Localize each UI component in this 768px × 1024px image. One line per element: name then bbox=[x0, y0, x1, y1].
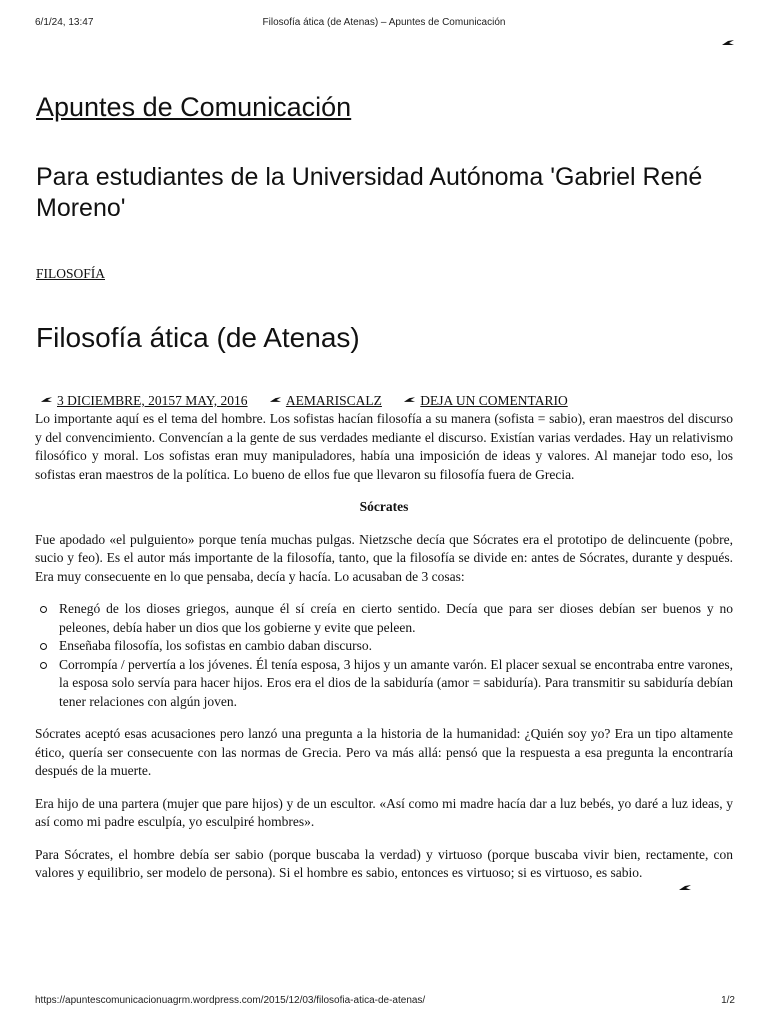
arrow-icon bbox=[678, 884, 692, 892]
list-item-text: Renegó de los dioses griegos, aunque él sí creía en cierto sentido. Decía que para ser dioses debían ser buenos y no peleones, debía haber un dios que los gobierne y evite que peleen. bbox=[59, 601, 733, 635]
post-date-link[interactable]: 3 DICIEMBRE, 20157 MAY, 2016 bbox=[57, 393, 248, 408]
post-comment-item bbox=[403, 393, 567, 408]
paragraph-1: Fue apodado «el pulguiento» porque tenía muchas pulgas. Nietzsche decía que Sócrates era el prototipo de delincuente (pobre, sucio y feo). Es el autor más importante de la filosofía, tanto, que la filosofía se divide en: antes de Sócrates, durante y después. Era muy consecuente en lo que pensaba, decía y hacía. Lo acusaban de 3 cosas: bbox=[35, 531, 733, 584]
menu-toggle-icon[interactable] bbox=[721, 39, 735, 47]
circle-bullet bbox=[40, 643, 47, 650]
post-author-link[interactable]: AEMARISCALZ bbox=[285, 393, 382, 408]
list-item bbox=[59, 600, 733, 637]
category-link[interactable]: FILOSOFÍA bbox=[36, 266, 106, 281]
paragraph-3: Era hijo de una partera (mujer que pare hijos) y de un escultor. «Así como mi madre hacía dar a luz bebés, yo daré a luz ideas, y así como mi padre esculpía, yo esculpiré hombres». bbox=[35, 795, 733, 829]
post-title: Filosofía ática (de Atenas) bbox=[36, 322, 360, 353]
paragraph-4: Para Sócrates, el hombre debía ser sabio (porque buscaba la verdad) y virtuoso (porque buscaba vivir bien, rectamente, con valores y equilibrio, ser modelo de persona). Si el hombre es sabio, entonces es virtuoso; si es virtuoso, es sabio. bbox=[35, 846, 733, 880]
list-item-text: Enseñaba filosofía, los sofistas en cambio daban discurso. bbox=[59, 638, 373, 653]
paragraph-2: Sócrates aceptó esas acusaciones pero lanzó una pregunta a la historia de la humanidad: ¿Quién soy yo? Era un tipo altamente ético, quería ser consecuente con las normas de Grecia. Pero va más allá: pensó que la respuesta a esa pregunta la encontraría después de la muerte. bbox=[35, 726, 733, 778]
list-item bbox=[59, 656, 733, 712]
accusations-list bbox=[35, 600, 733, 711]
site-description: Para estudiantes de la Universidad Autónoma 'Gabriel René Moreno' bbox=[36, 163, 703, 222]
print-page-title: Filosofía ática (de Atenas) – Apuntes de Comunicación bbox=[262, 17, 506, 28]
list-item-text: Corrompía / pervertía a los jóvenes. Él tenía esposa, 3 hijos y un amante varón. El placer sexual se encontraba entre varones, la esposa solo servía para hacer hijos. Eros era el dios de la sabiduría (amor = sabiduría). Para transmitir su sabiduría debían tener relaciones con algún joven. bbox=[59, 656, 733, 709]
circle-bullet bbox=[40, 662, 47, 669]
arrow-icon bbox=[269, 396, 282, 404]
post-date-item bbox=[40, 393, 251, 408]
page-number: 1/2 bbox=[721, 995, 735, 1006]
print-date: 6/1/24, 13:47 bbox=[35, 17, 94, 28]
leave-comment-link[interactable]: DEJA UN COMENTARIO bbox=[420, 393, 568, 408]
post-author-item bbox=[269, 393, 385, 408]
print-url: https://apuntescomunicacionuagrm.wordpress.com/2015/12/03/filosofia-atica-de-atenas/ bbox=[35, 995, 426, 1006]
list-item bbox=[59, 637, 733, 656]
post-meta bbox=[40, 392, 586, 410]
intro-paragraph: Lo importante aquí es el tema del hombre. Los sofistas hacían filosofía a su manera (sofista = sabio), eran maestros del discurso y del convencimiento. Convencían a la gente de sus verdades mediante el discurso. Existían varias verdades. Hay un relativismo filosófico y moral. Los sofistas eran muy manipuladores, había una imposición de ideas y valores. Al manejar todo eso, los sofistas eran maestros de la política. Lo bueno de ellos fue que llevaron su filosofía fuera de Grecia. bbox=[35, 411, 733, 482]
arrow-icon bbox=[40, 396, 53, 404]
arrow-icon bbox=[403, 396, 416, 404]
circle-bullet bbox=[40, 606, 47, 613]
site-title-link[interactable]: Apuntes de Comunicación bbox=[36, 92, 352, 122]
section-heading: Sócrates bbox=[359, 499, 409, 514]
post-content bbox=[35, 410, 733, 897]
